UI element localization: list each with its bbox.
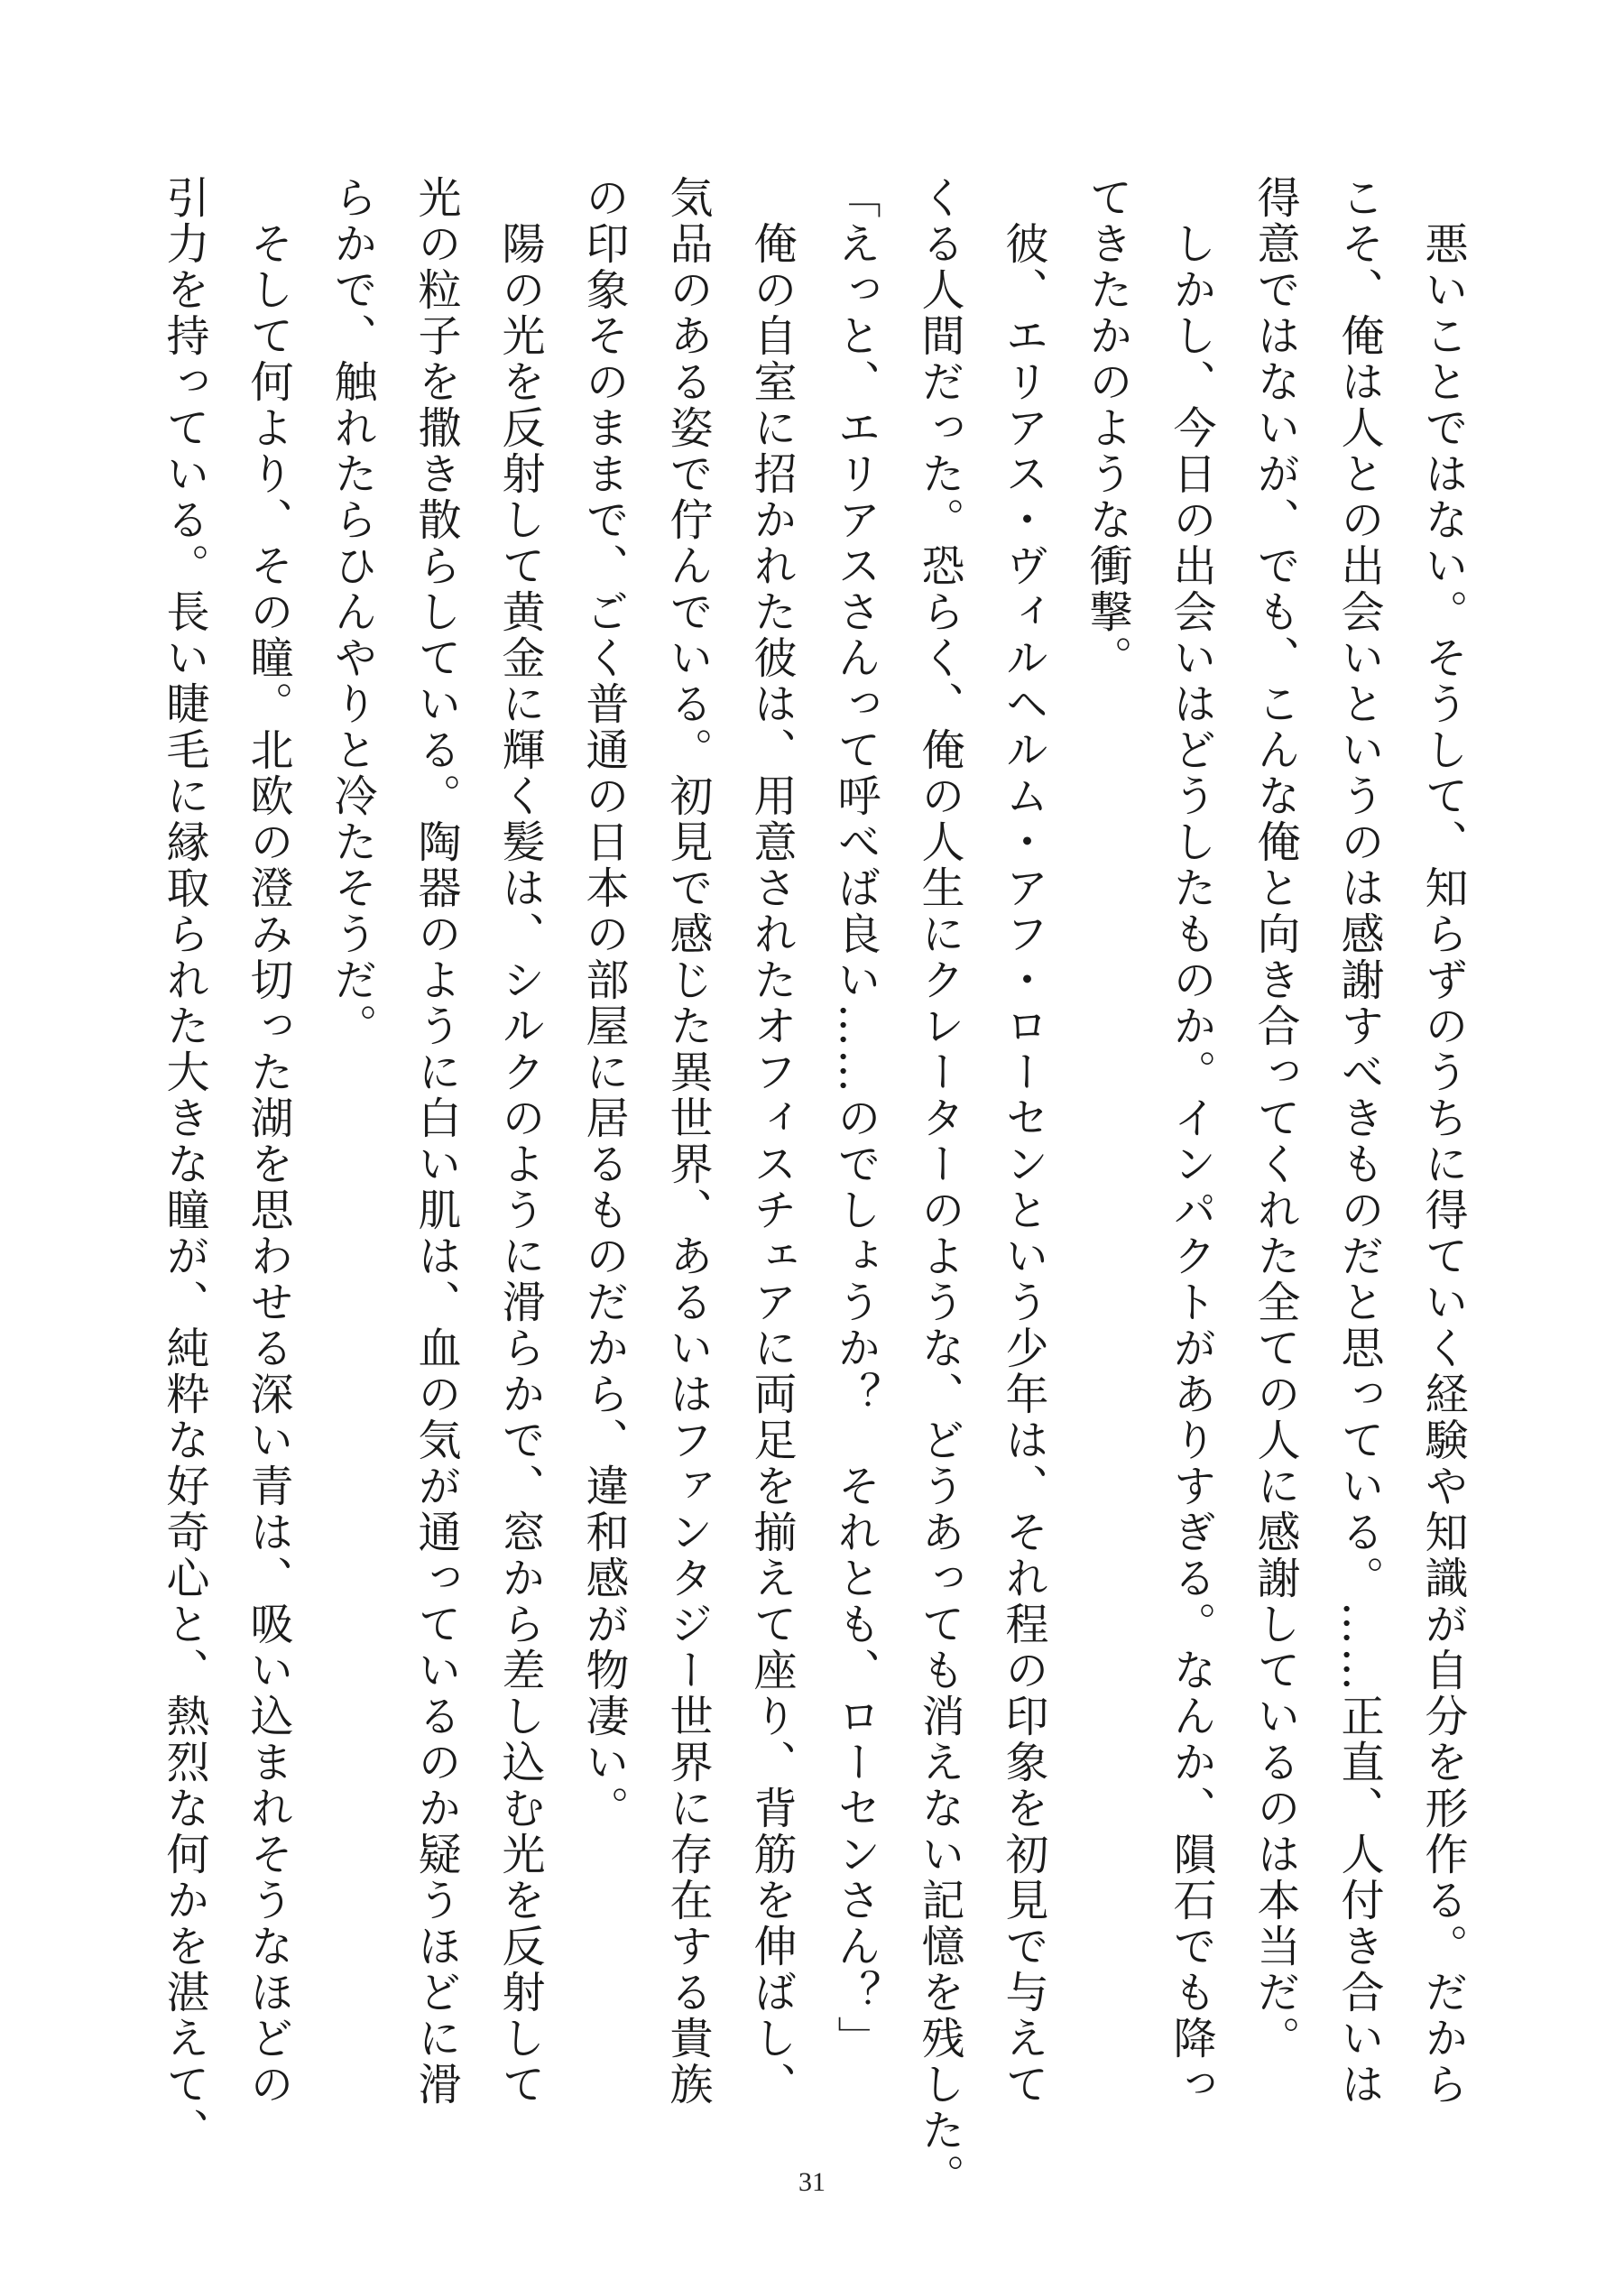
text-column: 「えっと、エリアスさんって呼べば良い……のでしょうか？ それとも、ローセンさん？」: [830, 175, 881, 2062]
text-column: 俺の自室に招かれた彼は、用意されたオフィスチェアに両足を揃えて座り、背筋を伸ばし、: [746, 175, 797, 2108]
text-column: 光の粒子を撒き散らしている。陶器のように白い肌は、血の気が通っているのか疑うほどに滑: [411, 175, 461, 2108]
text-column: こそ、俺は人との出会いというのは感謝すべきものだと思っている。……正直、人付き合いは: [1333, 175, 1384, 2108]
text-column: 悪いことではない。そうして、知らずのうちに得ていく経験や知識が自分を形作る。だから: [1417, 175, 1468, 2108]
text-column: 陽の光を反射して黄金に輝く髪は、シルクのように滑らかで、窓から差し込む光を反射して: [494, 175, 545, 2108]
text-column: そして何より、その瞳。北欧の澄み切った湖を思わせる深い青は、吸い込まれそうなほどの: [243, 175, 293, 2108]
text-column: しかし、今日の出会いはどうしたものか。インパクトがありすぎる。なんか、隕石でも降っ: [1166, 175, 1216, 2108]
page-number: 31: [798, 2167, 826, 2197]
text-column: てきたかのような衝撃。: [1082, 175, 1132, 681]
text-column: 気品のある姿で佇んでいる。初見で感じた異世界、あるいはファンタジー世界に存在する貴族: [662, 175, 713, 2108]
text-column: 彼、エリアス・ヴィルヘルム・アフ・ローセンという少年は、それ程の印象を初見で与えて: [998, 175, 1048, 2108]
text-column: 得意ではないが、でも、こんな俺と向き合ってくれた全ての人に感謝しているのは本当だ。: [1250, 175, 1300, 2062]
text-column: くる人間だった。恐らく、俺の人生にクレーターのような、どうあっても消えない記憶を残した。: [914, 175, 964, 2200]
text-column: の印象そのままで、ごく普通の日本の部屋に居るものだから、違和感が物凄い。: [578, 175, 629, 1832]
text-column: 引力を持っている。長い睫毛に縁取られた大きな瞳が、純粋な好奇心と、熱烈な何かを湛えて、: [159, 175, 209, 2154]
text-column: らかで、触れたらひんやりと冷たそうだ。: [327, 175, 377, 1049]
